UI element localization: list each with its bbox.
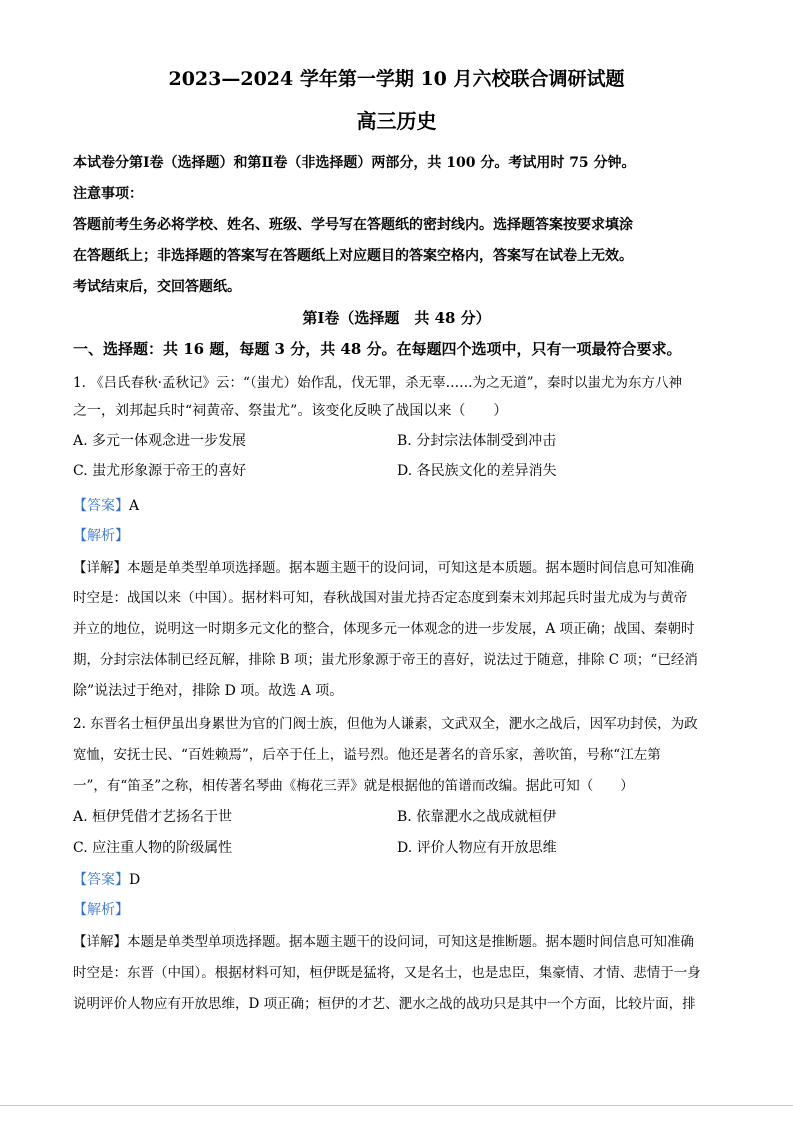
q1-option-b: B. 分封宗法体制受到冲击	[397, 433, 557, 449]
q1-stem-line-1: 1. 《吕氏春秋·孟秋记》云：“（蚩尤）始作乱，伐无罪，杀无辜……为之无道”，秦时以蚩尤为东方八神	[73, 375, 683, 391]
q2-option-d: D. 评价人物应有开放思维	[397, 840, 557, 856]
page-bottom-divider	[0, 1105, 793, 1106]
answer-value: D	[129, 872, 141, 888]
intro-line-2: 答题前考生务必将学校、姓名、班级、学号写在答题纸的密封线内。选择题答案按要求填涂	[73, 217, 633, 233]
section-title: 第Ⅰ卷（选择题 共 48 分）	[302, 309, 491, 327]
q2-answer	[73, 869, 723, 889]
q2-detail-line-2: 时空是：东晋（中国）。根据材料可知，桓伊既是猛将，又是名士，也是忠臣，集豪情、才情、悲情于一身	[73, 965, 701, 981]
q2-detail-line-1: 【详解】本题是单类型单项选择题。据本题主题干的设问词，可知这是推断题。据本题时间信息可知准确	[73, 934, 694, 950]
notes-heading: 注意事项：	[73, 186, 143, 202]
q1-detail-line-5: 除”说法过于绝对，排除 D 项。故选 A 项。	[73, 683, 344, 699]
q1-option-c: C. 蚩尤形象源于帝王的喜好	[73, 463, 247, 479]
q2-option-a: A. 桓伊凭借才艺扬名于世	[73, 809, 233, 825]
exam-title: 2023—2024 学年第一学期 10 月六校联合调研试题	[168, 68, 625, 90]
q1-analysis-tag: 【解析】	[73, 528, 129, 544]
q2-stem-line-1: 2. 东晋名士桓伊虽出身累世为官的门阀士族，但他为人谦素，文武双全，淝水之战后，因军功封侯，为政	[73, 716, 698, 732]
q1-detail-line-3: 并立的地位，说明这一时期多元文化的整合，体现多元一体观念的进一步发展，A 项正确；战国、秦朝时	[73, 621, 695, 637]
intro-line-4: 考试结束后，交回答题纸。	[73, 279, 241, 295]
q2-stem-line-2: 宽恤，安抚士民、“百姓赖焉”，后卒于任上，谥号烈。他还是著名的音乐家，善吹笛，号称“江左第	[73, 747, 661, 763]
exam-subject: 高三历史	[356, 109, 437, 133]
q2-option-b: B. 依靠淝水之战成就桓伊	[397, 809, 557, 825]
q1-detail-line-2: 时空是：战国以来（中国）。据材料可知，春秋战国对蚩尤持否定态度到秦末刘邦起兵时蚩尤成为与黄帝	[73, 590, 688, 606]
intro-line-1: 本试卷分第Ⅰ卷（选择题）和第Ⅱ卷（非选择题）两部分，共 100 分。考试用时 75 分钟。	[73, 155, 636, 171]
answer-tag: 【答案】	[73, 872, 129, 888]
q2-stem-line-3: 一”，有“笛圣”之称，相传著名琴曲《梅花三弄》就是根据他的笛谱而改编。据此可知（ ）	[73, 778, 634, 794]
intro-line-3: 在答题纸上；非选择题的答案写在答题纸上对应题目的答案空格内，答案写在试卷上无效。	[73, 248, 633, 264]
q2-analysis-tag: 【解析】	[73, 902, 129, 918]
q1-detail-line-1: 【详解】本题是单类型单项选择题。据本题主题干的设问词，可知这是本质题。据本题时间信息可知准确	[73, 560, 694, 576]
q1-option-a: A. 多元一体观念进一步发展	[73, 433, 247, 449]
answer-value: A	[129, 498, 140, 514]
q2-option-c: C. 应注重人物的阶级属性	[73, 840, 233, 856]
q1-detail-line-4: 期，分封宗法体制已经瓦解，排除 B 项；蚩尤形象源于帝王的喜好，说法过于随意，排除 C 项；“已经消	[73, 652, 698, 668]
section-instruction: 一、选择题：共 16 题，每题 3 分，共 48 分。在每题四个选项中，只有一项最符合要求。	[73, 340, 682, 358]
q2-detail-line-3: 说明评价人物应有开放思维，D 项正确；桓伊的才艺、淝水之战的战功只是其中一个方面，比较片面，排	[73, 996, 696, 1012]
q1-answer	[73, 495, 723, 515]
answer-tag: 【答案】	[73, 498, 129, 514]
q1-option-d: D. 各民族文化的差异消失	[397, 463, 557, 479]
q1-stem-line-2: 之一，刘邦起兵时“祠黄帝、祭蚩尤”。该变化反映了战国以来（ ）	[73, 403, 508, 419]
